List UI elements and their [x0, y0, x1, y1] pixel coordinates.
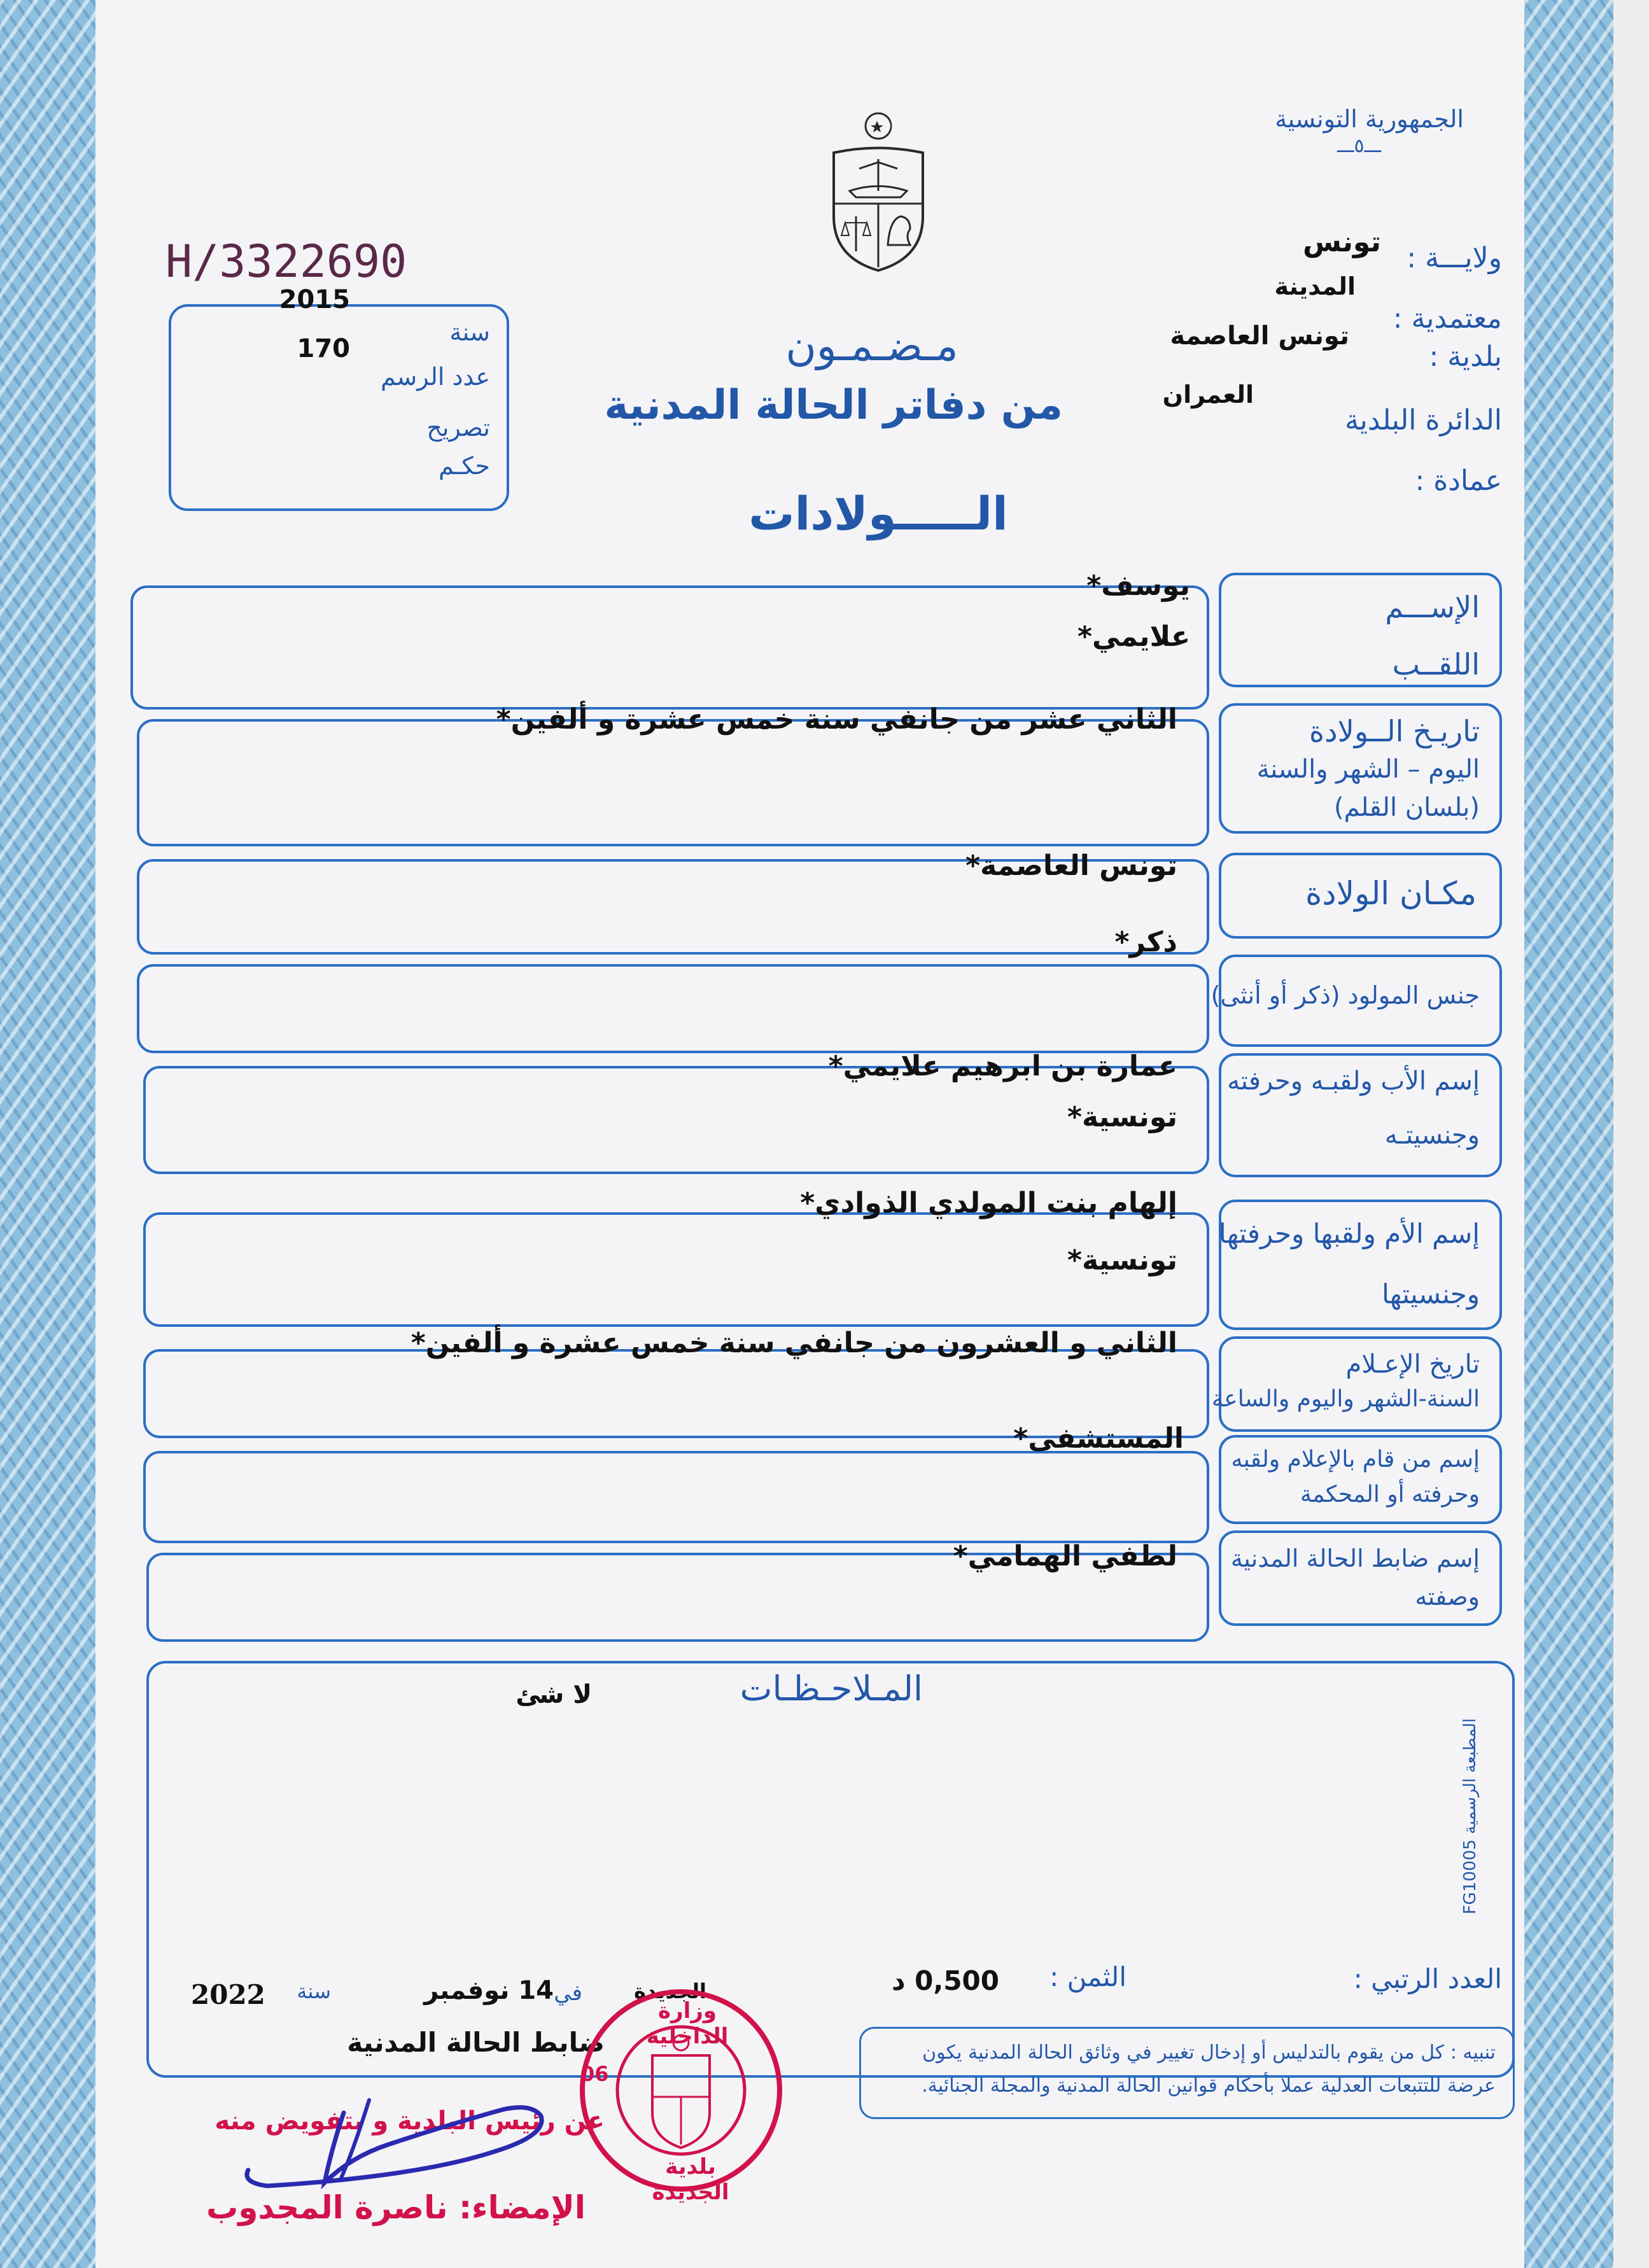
label-declaration-date-sub: السنة-الشهر واليوم والساعة [1212, 1386, 1480, 1412]
label-birth-date-sub: اليوم – الشهر والسنة [1256, 755, 1480, 784]
district-value: العمران [1162, 381, 1254, 409]
remarks-box [146, 1661, 1515, 2078]
label-declaration-date: تاريخ الإعـلام [1345, 1350, 1480, 1379]
date-place: الجديدة [634, 1979, 706, 2003]
delegation-label: معتمدية : [1393, 302, 1502, 335]
handwritten-signature-icon [229, 2075, 560, 2202]
value-declarant: المستشفى* [1013, 1422, 1184, 1455]
title-line3: الـــــولادات [748, 487, 1008, 540]
label-officer: إسم ضابط الحالة المدنية [1230, 1544, 1480, 1572]
value-mother: إلهام بنت المولدي الذوادي* [800, 1187, 1177, 1219]
value-first-name: يوسف* [1086, 570, 1190, 602]
date-in-label: في [554, 1980, 582, 2006]
round-stamp-number: 06 [580, 2062, 609, 2086]
order-number-label: العدد الرتبي : [1353, 1963, 1502, 1994]
label-name: الإســـم [1385, 590, 1480, 624]
printer-mark: المطبعة الرسمية FG10005 [1461, 1718, 1480, 1915]
label-surname: اللقــب [1392, 647, 1480, 682]
republic-underline-mark: ـــ٥ـــ [1337, 135, 1381, 157]
registry-year-label: سنة [449, 318, 490, 346]
delegation-stamp: عن رئيس البلدية و بتفويض منه [214, 2106, 605, 2136]
value-mother-nationality: تونسية* [1067, 1244, 1177, 1277]
serial-number: H/3322690 [165, 235, 407, 288]
value-surname: علايمي* [1077, 620, 1190, 653]
remarks-value: لا شئ [516, 1680, 592, 1709]
value-father-nationality: تونسية* [1067, 1101, 1177, 1133]
label-father: إسم الأب ولقبـه وحرفته [1227, 1067, 1480, 1096]
scan-margin [1613, 0, 1649, 2268]
title-line2: من دفاتر الحالة المدنية [604, 382, 1063, 429]
round-stamp-bottom-text: بلدية الجديدة [652, 2154, 729, 2205]
label-mother: إسم الأم ولقبها وحرفتها [1219, 1218, 1480, 1249]
date-year-value: 2022 [191, 1979, 265, 2010]
district-label: الدائرة البلدية [1345, 404, 1502, 437]
label-birth-date: تاريـخ الــولادة [1309, 714, 1480, 748]
label-sex: جنس المولود (ذكر أو أنثى) [1210, 981, 1480, 1009]
governorate-label: ولايـــة : [1407, 242, 1502, 274]
price-value: 0,500 د [891, 1965, 999, 1996]
imada-label: عمادة : [1415, 465, 1502, 497]
value-box-declarant [143, 1451, 1209, 1543]
label-officer-sub: وصفته [1415, 1583, 1480, 1611]
value-father: عمارة بن ابرهيم علايمي* [828, 1050, 1177, 1082]
left-guilloche-border [0, 0, 95, 2268]
label-birth-place: مكـان الولادة [1305, 875, 1477, 912]
label-mother-nationality: وجنسيتها [1382, 1278, 1480, 1310]
registry-number-value: 170 [297, 334, 350, 363]
tunisian-coat-of-arms-icon [821, 108, 936, 280]
registry-year-value: 2015 [279, 285, 350, 314]
value-declaration-date: الثاني و العشرون من جانفي سنة خمس عشرة و ألفين* [410, 1327, 1177, 1359]
label-declarant-sub: وحرفته أو المحكمة [1300, 1481, 1480, 1508]
value-birth-date: الثاني عشر من جانفي سنة خمس عشرة و ألفين* [496, 703, 1177, 736]
delegation-value: المدينة [1274, 272, 1356, 300]
value-sex: ذكر* [1114, 926, 1177, 958]
registry-number-label: عدد الرسم [381, 363, 490, 391]
officer-title: ضابط الحالة المدنية [347, 2027, 605, 2058]
label-declarant: إسم من قام بالإعلام ولقبه [1231, 1446, 1480, 1473]
signature-name-stamp: الإمضاء: ناصرة المجدوب [206, 2189, 586, 2226]
value-box-sex [137, 964, 1209, 1053]
republic-title: الجمهورية التونسية [1275, 105, 1464, 133]
remarks-label: المـلاحـظـات [740, 1669, 923, 1709]
warning-text: تنبيه : كل من يقوم بالتدليس أو إدخال تغيير في وثائق الحالة المدنية يكون عرضة للتتبعات العدلية عملا بأحكام قوانين الحالة المدنية والمجلة الجنائية. [922, 2041, 1496, 2097]
value-box-birth-date [137, 719, 1209, 846]
round-stamp-top-text: وزارة الداخلية [646, 1998, 729, 2049]
date-day-month: 14 نوفمبر [424, 1976, 554, 2005]
value-officer: لطفي الهمامي* [953, 1540, 1177, 1572]
right-guilloche-border [1524, 0, 1613, 2268]
judgment-label: حكـم [439, 452, 490, 480]
title-line1: مـضـمـون [785, 321, 958, 370]
declaration-label: تصريح [426, 414, 490, 442]
value-birth-place: تونس العاصمة* [965, 850, 1177, 882]
governorate-value: تونس [1303, 226, 1381, 258]
label-father-nationality: وجنسيتـه [1384, 1121, 1480, 1150]
municipality-label: بلدية : [1429, 340, 1502, 373]
price-label: الثمن : [1049, 1961, 1126, 1992]
date-year-label: سنة [297, 1979, 331, 2003]
municipality-value: تونس العاصمة [1170, 321, 1349, 351]
label-birth-date-words: (بلسان القلم) [1334, 793, 1480, 822]
